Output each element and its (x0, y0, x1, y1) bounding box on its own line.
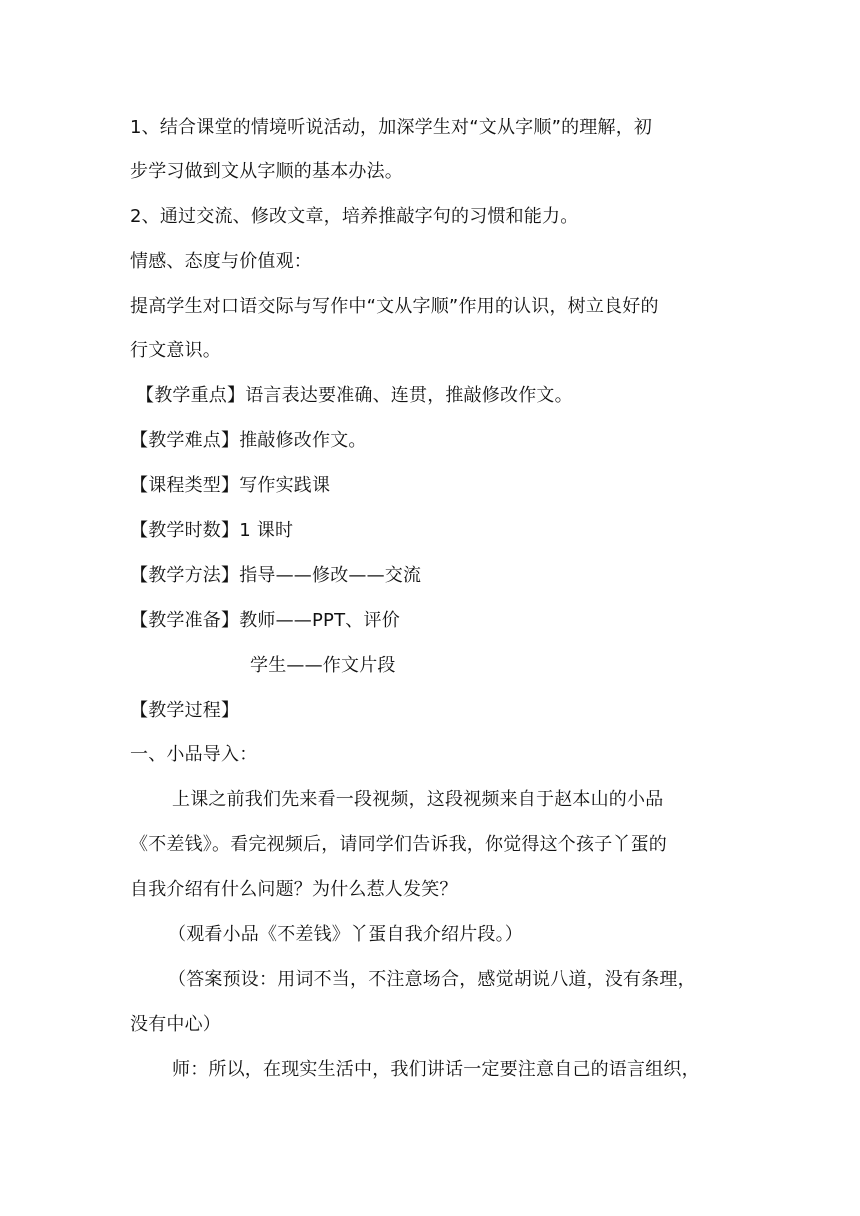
teaching-prep-student: 学生——作文片段 (250, 655, 396, 676)
objective-1-line-2: 步学习做到文从字顺的基本办法。 (130, 161, 403, 182)
objective-1-line-1: 1、结合课堂的情境听说活动，加深学生对“文从字顺”的理解，初 (130, 117, 653, 138)
emotion-heading: 情感、态度与价值观： (130, 251, 312, 272)
teacher-line: 师：所以，在现实生活中，我们讲话一定要注意自己的语言组织， (172, 1059, 700, 1080)
emotion-goal-line-1: 提高学生对口语交际与写作中“文从字顺”作用的认识，树立良好的 (130, 296, 659, 317)
teaching-prep-teacher: 【教学准备】教师——PPT、评价 (130, 610, 400, 631)
section-1-heading: 一、小品导入： (130, 744, 258, 765)
emotion-goal-line-2: 行文意识。 (130, 340, 221, 361)
teaching-process-heading: 【教学过程】 (130, 700, 240, 721)
course-type: 【课程类型】写作实践课 (130, 475, 331, 496)
paragraph-1-line-1: 上课之前我们先来看一段视频，这段视频来自于赵本山的小品 (172, 789, 664, 810)
answer-preset-line-2: 没有中心） (130, 1014, 221, 1035)
teaching-focus: 【教学重点】语言表达要准确、连贯，推敲修改作文。 (136, 385, 573, 406)
teaching-difficulty: 【教学难点】推敲修改作文。 (130, 430, 367, 451)
paragraph-1-line-2: 《不差钱》。看完视频后，请同学们告诉我，你觉得这个孩子丫蛋的 (130, 834, 667, 855)
teaching-method: 【教学方法】指导——修改——交流 (130, 565, 422, 586)
objective-2: 2、通过交流、修改文章，培养推敲字句的习惯和能力。 (130, 206, 579, 227)
class-hours: 【教学时数】1 课时 (130, 520, 294, 541)
watch-note: （观看小品《不差钱》丫蛋自我介绍片段。） (168, 924, 523, 945)
paragraph-1-line-3: 自我介绍有什么问题？为什么惹人发笑？ (130, 879, 458, 900)
answer-preset-line-1: （答案预设：用词不当，不注意场合，感觉胡说八道，没有条理， (168, 969, 696, 990)
